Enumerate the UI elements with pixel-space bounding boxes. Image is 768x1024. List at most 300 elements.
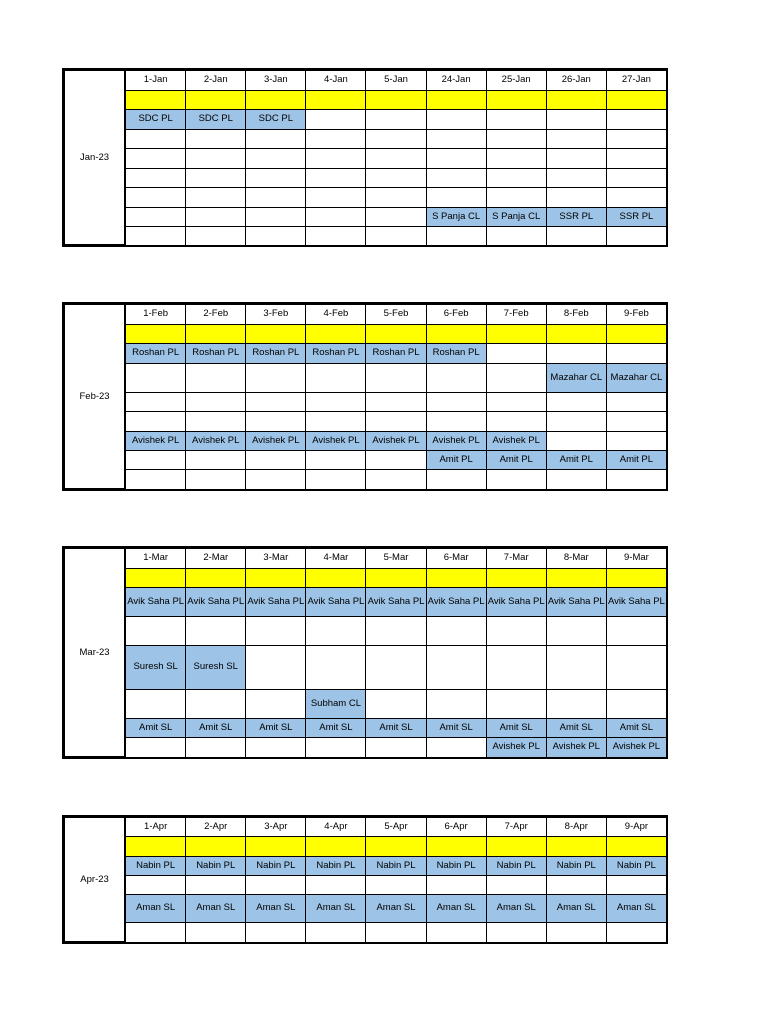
leave-cell[interactable]: Aman SL bbox=[426, 894, 486, 922]
date-header: 9-Apr bbox=[606, 817, 666, 836]
leave-cell[interactable] bbox=[486, 148, 546, 168]
leave-cell[interactable] bbox=[366, 922, 426, 942]
highlight-cell[interactable] bbox=[186, 90, 246, 109]
leave-cell[interactable] bbox=[366, 616, 426, 645]
leave-cell[interactable]: Aman SL bbox=[246, 894, 306, 922]
leave-cell[interactable] bbox=[306, 875, 366, 894]
leave-cell[interactable] bbox=[606, 431, 666, 450]
leave-cell[interactable] bbox=[306, 450, 366, 469]
leave-cell[interactable] bbox=[546, 187, 606, 207]
table-row bbox=[64, 411, 667, 431]
leave-cell[interactable] bbox=[546, 469, 606, 489]
leave-cell[interactable]: Avishek PL bbox=[246, 431, 306, 450]
leave-cell[interactable]: Avishek PL bbox=[125, 431, 186, 450]
leave-cell[interactable] bbox=[546, 922, 606, 942]
date-header: 5-Jan bbox=[366, 70, 426, 90]
table-row bbox=[64, 922, 667, 942]
leave-cell[interactable] bbox=[546, 148, 606, 168]
leave-cell[interactable]: Amit PL bbox=[426, 450, 486, 469]
leave-cell[interactable] bbox=[125, 392, 186, 411]
highlight-cell[interactable] bbox=[246, 568, 306, 587]
leave-cell[interactable] bbox=[486, 392, 546, 411]
leave-cell[interactable]: SDC PL bbox=[246, 109, 306, 129]
leave-cell[interactable] bbox=[125, 363, 186, 392]
leave-cell[interactable]: Amit SL bbox=[426, 718, 486, 737]
leave-cell[interactable] bbox=[426, 645, 486, 689]
leave-cell[interactable]: Amit PL bbox=[606, 450, 666, 469]
leave-cell[interactable] bbox=[186, 450, 246, 469]
leave-cell[interactable]: Avik Saha PL bbox=[246, 587, 306, 616]
leave-cell[interactable] bbox=[366, 168, 426, 187]
leave-cell[interactable] bbox=[486, 645, 546, 689]
leave-cell[interactable] bbox=[606, 392, 666, 411]
leave-cell[interactable]: Mazahar CL bbox=[606, 363, 666, 392]
leave-cell[interactable] bbox=[306, 109, 366, 129]
leave-cell[interactable] bbox=[546, 343, 606, 363]
date-header: 4-Jan bbox=[306, 70, 366, 90]
leave-cell[interactable] bbox=[246, 363, 306, 392]
leave-cell[interactable] bbox=[186, 148, 246, 168]
table-row bbox=[64, 168, 667, 187]
highlight-cell[interactable] bbox=[606, 90, 666, 109]
leave-cell[interactable] bbox=[606, 226, 666, 245]
leave-cell[interactable]: Avik Saha PL bbox=[546, 587, 606, 616]
leave-cell[interactable]: Avishek PL bbox=[606, 737, 666, 757]
table-row bbox=[64, 187, 667, 207]
leave-cell[interactable] bbox=[306, 168, 366, 187]
highlight-cell[interactable] bbox=[486, 324, 546, 343]
leave-cell[interactable] bbox=[125, 469, 186, 489]
date-header: 3-Jan bbox=[246, 70, 306, 90]
leave-cell[interactable] bbox=[486, 187, 546, 207]
highlight-cell[interactable] bbox=[546, 90, 606, 109]
leave-cell[interactable]: Avishek PL bbox=[306, 431, 366, 450]
leave-cell[interactable] bbox=[366, 129, 426, 148]
leave-cell[interactable] bbox=[546, 689, 606, 718]
month-table-1 bbox=[63, 303, 667, 490]
leave-cell[interactable] bbox=[546, 645, 606, 689]
leave-cell[interactable] bbox=[306, 207, 366, 226]
date-header: 7-Mar bbox=[486, 548, 546, 568]
leave-cell[interactable] bbox=[546, 411, 606, 431]
leave-cell[interactable] bbox=[366, 187, 426, 207]
leave-cell[interactable] bbox=[546, 168, 606, 187]
leave-cell[interactable] bbox=[186, 469, 246, 489]
leave-cell[interactable] bbox=[486, 343, 546, 363]
leave-cell[interactable] bbox=[125, 875, 186, 894]
leave-cell[interactable] bbox=[125, 737, 186, 757]
leave-cell[interactable]: Amit SL bbox=[186, 718, 246, 737]
leave-cell[interactable] bbox=[125, 226, 186, 245]
highlight-cell[interactable] bbox=[125, 568, 186, 587]
leave-cell[interactable] bbox=[246, 226, 306, 245]
highlight-cell[interactable] bbox=[186, 568, 246, 587]
leave-cell[interactable] bbox=[246, 148, 306, 168]
leave-cell[interactable] bbox=[125, 187, 186, 207]
leave-cell[interactable]: S Panja CL bbox=[486, 207, 546, 226]
date-header: 4-Mar bbox=[306, 548, 366, 568]
leave-cell[interactable] bbox=[366, 363, 426, 392]
leave-cell[interactable]: Suresh SL bbox=[125, 645, 186, 689]
leave-cell[interactable]: Roshan PL bbox=[426, 343, 486, 363]
highlight-cell[interactable] bbox=[366, 90, 426, 109]
leave-cell[interactable] bbox=[366, 207, 426, 226]
leave-cell[interactable]: Roshan PL bbox=[186, 343, 246, 363]
highlight-cell[interactable] bbox=[186, 324, 246, 343]
date-header: 26-Jan bbox=[546, 70, 606, 90]
leave-cell[interactable]: Amit SL bbox=[606, 718, 666, 737]
leave-cell[interactable] bbox=[486, 922, 546, 942]
leave-cell[interactable]: Aman SL bbox=[125, 894, 186, 922]
leave-cell[interactable] bbox=[366, 226, 426, 245]
leave-cell[interactable] bbox=[125, 207, 186, 226]
leave-cell[interactable] bbox=[246, 616, 306, 645]
highlight-cell[interactable] bbox=[306, 836, 366, 856]
highlight-cell[interactable] bbox=[486, 90, 546, 109]
leave-cell[interactable] bbox=[486, 363, 546, 392]
leave-cell[interactable] bbox=[606, 645, 666, 689]
leave-cell[interactable] bbox=[606, 109, 666, 129]
date-header: 5-Mar bbox=[366, 548, 426, 568]
leave-cell[interactable] bbox=[186, 737, 246, 757]
leave-cell[interactable] bbox=[426, 411, 486, 431]
leave-cell[interactable] bbox=[306, 411, 366, 431]
highlight-cell[interactable] bbox=[606, 836, 666, 856]
leave-cell[interactable]: Nabin PL bbox=[606, 856, 666, 875]
leave-cell[interactable]: Aman SL bbox=[366, 894, 426, 922]
leave-cell[interactable] bbox=[306, 922, 366, 942]
leave-cell[interactable] bbox=[426, 616, 486, 645]
date-header: 9-Mar bbox=[606, 548, 666, 568]
date-header: 3-Feb bbox=[246, 304, 306, 324]
leave-cell[interactable] bbox=[246, 469, 306, 489]
leave-cell[interactable]: Nabin PL bbox=[306, 856, 366, 875]
highlight-cell[interactable] bbox=[486, 568, 546, 587]
leave-cell[interactable]: Nabin PL bbox=[246, 856, 306, 875]
leave-cell[interactable] bbox=[125, 616, 186, 645]
leave-cell[interactable] bbox=[186, 226, 246, 245]
leave-cell[interactable] bbox=[125, 148, 186, 168]
leave-cell[interactable] bbox=[246, 689, 306, 718]
leave-cell[interactable] bbox=[186, 922, 246, 942]
leave-cell[interactable] bbox=[186, 616, 246, 645]
date-header: 2-Mar bbox=[186, 548, 246, 568]
leave-cell[interactable]: Amit PL bbox=[486, 450, 546, 469]
leave-cell[interactable] bbox=[546, 431, 606, 450]
leave-cell[interactable] bbox=[546, 616, 606, 645]
highlight-cell[interactable] bbox=[546, 568, 606, 587]
leave-cell[interactable] bbox=[486, 689, 546, 718]
highlight-cell[interactable] bbox=[306, 90, 366, 109]
leave-cell[interactable] bbox=[306, 616, 366, 645]
leave-cell[interactable] bbox=[306, 737, 366, 757]
table-row bbox=[64, 645, 667, 689]
highlight-cell[interactable] bbox=[125, 836, 186, 856]
leave-cell[interactable]: Amit PL bbox=[546, 450, 606, 469]
table-row bbox=[64, 109, 667, 129]
leave-cell[interactable]: Avishek PL bbox=[486, 431, 546, 450]
leave-cell[interactable] bbox=[366, 450, 426, 469]
date-header: 7-Feb bbox=[486, 304, 546, 324]
table-row bbox=[64, 689, 667, 718]
leave-cell[interactable] bbox=[486, 129, 546, 148]
leave-cell[interactable] bbox=[426, 109, 486, 129]
date-header: 3-Apr bbox=[246, 817, 306, 836]
leave-cell[interactable] bbox=[246, 168, 306, 187]
date-header: 6-Mar bbox=[426, 548, 486, 568]
leave-cell[interactable] bbox=[306, 363, 366, 392]
leave-cell[interactable]: Nabin PL bbox=[486, 856, 546, 875]
leave-cell[interactable]: S Panja CL bbox=[426, 207, 486, 226]
leave-cell[interactable] bbox=[186, 392, 246, 411]
leave-cell[interactable]: Nabin PL bbox=[125, 856, 186, 875]
leave-cell[interactable] bbox=[426, 469, 486, 489]
highlight-cell[interactable] bbox=[426, 324, 486, 343]
leave-cell[interactable]: Roshan PL bbox=[366, 343, 426, 363]
leave-cell[interactable] bbox=[426, 875, 486, 894]
leave-cell[interactable]: Nabin PL bbox=[186, 856, 246, 875]
highlight-cell[interactable] bbox=[606, 324, 666, 343]
table-row bbox=[64, 737, 667, 757]
leave-cell[interactable]: Avishek PL bbox=[186, 431, 246, 450]
date-header: 1-Mar bbox=[125, 548, 186, 568]
leave-cell[interactable] bbox=[606, 168, 666, 187]
leave-cell[interactable]: Amit SL bbox=[546, 718, 606, 737]
leave-cell[interactable] bbox=[186, 207, 246, 226]
leave-cell[interactable]: Avishek PL bbox=[486, 737, 546, 757]
leave-cell[interactable] bbox=[366, 109, 426, 129]
leave-cell[interactable] bbox=[486, 411, 546, 431]
leave-cell[interactable]: Avishek PL bbox=[426, 431, 486, 450]
leave-cell[interactable] bbox=[246, 450, 306, 469]
leave-cell[interactable] bbox=[426, 129, 486, 148]
leave-cell[interactable] bbox=[306, 129, 366, 148]
leave-cell[interactable] bbox=[426, 168, 486, 187]
leave-cell[interactable] bbox=[246, 875, 306, 894]
month-table-3 bbox=[63, 816, 667, 943]
leave-cell[interactable] bbox=[366, 148, 426, 168]
date-header: 1-Apr bbox=[125, 817, 186, 836]
highlight-cell[interactable] bbox=[246, 324, 306, 343]
leave-cell[interactable] bbox=[246, 737, 306, 757]
leave-cell[interactable] bbox=[186, 875, 246, 894]
leave-cell[interactable] bbox=[426, 689, 486, 718]
leave-cell[interactable] bbox=[186, 129, 246, 148]
highlight-cell[interactable] bbox=[426, 568, 486, 587]
leave-cell[interactable]: Roshan PL bbox=[246, 343, 306, 363]
highlight-cell[interactable] bbox=[486, 836, 546, 856]
leave-cell[interactable]: Roshan PL bbox=[306, 343, 366, 363]
highlight-cell[interactable] bbox=[546, 324, 606, 343]
highlight-cell[interactable] bbox=[366, 568, 426, 587]
leave-cell[interactable] bbox=[546, 109, 606, 129]
table-row bbox=[64, 469, 667, 489]
date-header: 9-Feb bbox=[606, 304, 666, 324]
leave-cell[interactable]: Suresh SL bbox=[186, 645, 246, 689]
date-header: 8-Mar bbox=[546, 548, 606, 568]
date-header: 2-Jan bbox=[186, 70, 246, 90]
leave-cell[interactable]: Avik Saha PL bbox=[426, 587, 486, 616]
leave-cell[interactable] bbox=[306, 187, 366, 207]
leave-cell[interactable]: SSR PL bbox=[606, 207, 666, 226]
leave-cell[interactable] bbox=[486, 875, 546, 894]
leave-cell[interactable] bbox=[606, 411, 666, 431]
leave-cell[interactable] bbox=[606, 689, 666, 718]
table-row bbox=[64, 875, 667, 894]
leave-cell[interactable] bbox=[606, 343, 666, 363]
leave-cell[interactable] bbox=[246, 645, 306, 689]
leave-cell[interactable] bbox=[426, 737, 486, 757]
highlight-cell[interactable] bbox=[306, 324, 366, 343]
leave-cell[interactable] bbox=[366, 392, 426, 411]
table-row bbox=[64, 148, 667, 168]
leave-cell[interactable] bbox=[246, 207, 306, 226]
leave-cell[interactable]: Amit SL bbox=[366, 718, 426, 737]
highlight-cell[interactable] bbox=[125, 90, 186, 109]
leave-cell[interactable]: Mazahar CL bbox=[546, 363, 606, 392]
leave-cell[interactable] bbox=[606, 187, 666, 207]
leave-cell[interactable]: Aman SL bbox=[546, 894, 606, 922]
leave-cell[interactable]: Aman SL bbox=[306, 894, 366, 922]
leave-cell[interactable]: SDC PL bbox=[125, 109, 186, 129]
leave-cell[interactable]: Avik Saha PL bbox=[606, 587, 666, 616]
leave-cell[interactable]: Roshan PL bbox=[125, 343, 186, 363]
date-header: 1-Jan bbox=[125, 70, 186, 90]
leave-cell[interactable]: Aman SL bbox=[186, 894, 246, 922]
table-row bbox=[64, 207, 667, 226]
leave-cell[interactable]: Avik Saha PL bbox=[186, 587, 246, 616]
highlight-cell[interactable] bbox=[426, 836, 486, 856]
leave-cell[interactable] bbox=[186, 187, 246, 207]
highlight-cell[interactable] bbox=[426, 90, 486, 109]
leave-cell[interactable] bbox=[426, 363, 486, 392]
leave-cell[interactable]: SSR PL bbox=[546, 207, 606, 226]
leave-cell[interactable] bbox=[426, 148, 486, 168]
highlight-cell[interactable] bbox=[306, 568, 366, 587]
leave-cell[interactable] bbox=[366, 689, 426, 718]
leave-cell[interactable] bbox=[246, 922, 306, 942]
month-label: Mar-23 bbox=[64, 548, 125, 757]
leave-cell[interactable] bbox=[426, 392, 486, 411]
leave-cell[interactable]: Amit SL bbox=[486, 718, 546, 737]
leave-cell[interactable] bbox=[125, 689, 186, 718]
table-row bbox=[64, 450, 667, 469]
leave-cell[interactable] bbox=[125, 129, 186, 148]
leave-cell[interactable]: Avishek PL bbox=[546, 737, 606, 757]
leave-cell[interactable] bbox=[125, 922, 186, 942]
leave-cell[interactable] bbox=[606, 922, 666, 942]
highlight-cell[interactable] bbox=[366, 324, 426, 343]
table-row bbox=[64, 718, 667, 737]
leave-cell[interactable]: Amit SL bbox=[306, 718, 366, 737]
leave-cell[interactable]: Avik Saha PL bbox=[306, 587, 366, 616]
leave-cell[interactable] bbox=[186, 411, 246, 431]
leave-cell[interactable]: Avik Saha PL bbox=[125, 587, 186, 616]
leave-cell[interactable] bbox=[366, 875, 426, 894]
leave-cell[interactable] bbox=[486, 168, 546, 187]
leave-cell[interactable] bbox=[186, 168, 246, 187]
table-row bbox=[64, 431, 667, 450]
leave-cell[interactable] bbox=[606, 616, 666, 645]
leave-cell[interactable] bbox=[486, 226, 546, 245]
leave-cell[interactable] bbox=[546, 875, 606, 894]
leave-cell[interactable] bbox=[486, 109, 546, 129]
leave-cell[interactable] bbox=[546, 392, 606, 411]
leave-cell[interactable] bbox=[246, 411, 306, 431]
month-label: Apr-23 bbox=[64, 817, 125, 942]
leave-cell[interactable] bbox=[366, 645, 426, 689]
leave-cell[interactable] bbox=[306, 226, 366, 245]
leave-cell[interactable]: Nabin PL bbox=[366, 856, 426, 875]
leave-cell[interactable] bbox=[426, 226, 486, 245]
leave-cell[interactable]: Avik Saha PL bbox=[366, 587, 426, 616]
leave-cell[interactable]: Aman SL bbox=[486, 894, 546, 922]
leave-cell[interactable] bbox=[606, 875, 666, 894]
leave-cell[interactable]: Aman SL bbox=[606, 894, 666, 922]
month-table-2 bbox=[63, 547, 667, 758]
highlight-cell[interactable] bbox=[606, 568, 666, 587]
highlight-cell[interactable] bbox=[366, 836, 426, 856]
leave-cell[interactable] bbox=[606, 469, 666, 489]
table-row bbox=[64, 343, 667, 363]
leave-cell[interactable]: Avik Saha PL bbox=[486, 587, 546, 616]
date-header: 3-Mar bbox=[246, 548, 306, 568]
date-header: 8-Feb bbox=[546, 304, 606, 324]
leave-cell[interactable] bbox=[546, 129, 606, 148]
leave-cell[interactable] bbox=[486, 469, 546, 489]
leave-cell[interactable] bbox=[366, 411, 426, 431]
leave-cell[interactable] bbox=[306, 148, 366, 168]
highlight-cell[interactable] bbox=[546, 836, 606, 856]
leave-cell[interactable] bbox=[306, 392, 366, 411]
leave-cell[interactable]: Subham CL bbox=[306, 689, 366, 718]
highlight-cell[interactable] bbox=[246, 90, 306, 109]
leave-cell[interactable] bbox=[186, 689, 246, 718]
date-header: 4-Feb bbox=[306, 304, 366, 324]
leave-cell[interactable] bbox=[306, 645, 366, 689]
leave-cell[interactable] bbox=[125, 411, 186, 431]
leave-cell[interactable] bbox=[186, 363, 246, 392]
leave-cell[interactable] bbox=[606, 148, 666, 168]
leave-cell[interactable] bbox=[486, 616, 546, 645]
highlight-cell[interactable] bbox=[186, 836, 246, 856]
leave-cell[interactable] bbox=[426, 922, 486, 942]
leave-cell[interactable] bbox=[125, 450, 186, 469]
leave-cell[interactable] bbox=[246, 187, 306, 207]
leave-cell[interactable]: Nabin PL bbox=[546, 856, 606, 875]
leave-cell[interactable] bbox=[546, 226, 606, 245]
table-row bbox=[64, 894, 667, 922]
leave-cell[interactable] bbox=[246, 392, 306, 411]
leave-cell[interactable] bbox=[125, 168, 186, 187]
leave-cell[interactable] bbox=[306, 469, 366, 489]
leave-cell[interactable] bbox=[366, 469, 426, 489]
highlight-cell[interactable] bbox=[246, 836, 306, 856]
table-row bbox=[64, 616, 667, 645]
table-row bbox=[64, 392, 667, 411]
leave-cell[interactable]: SDC PL bbox=[186, 109, 246, 129]
leave-cell[interactable] bbox=[366, 737, 426, 757]
highlight-cell[interactable] bbox=[125, 324, 186, 343]
leave-cell[interactable] bbox=[426, 187, 486, 207]
date-header: 6-Feb bbox=[426, 304, 486, 324]
leave-cell[interactable] bbox=[246, 129, 306, 148]
leave-cell[interactable]: Avishek PL bbox=[366, 431, 426, 450]
leave-cell[interactable]: Amit SL bbox=[125, 718, 186, 737]
leave-cell[interactable]: Nabin PL bbox=[426, 856, 486, 875]
leave-cell[interactable] bbox=[606, 129, 666, 148]
leave-cell[interactable]: Amit SL bbox=[246, 718, 306, 737]
